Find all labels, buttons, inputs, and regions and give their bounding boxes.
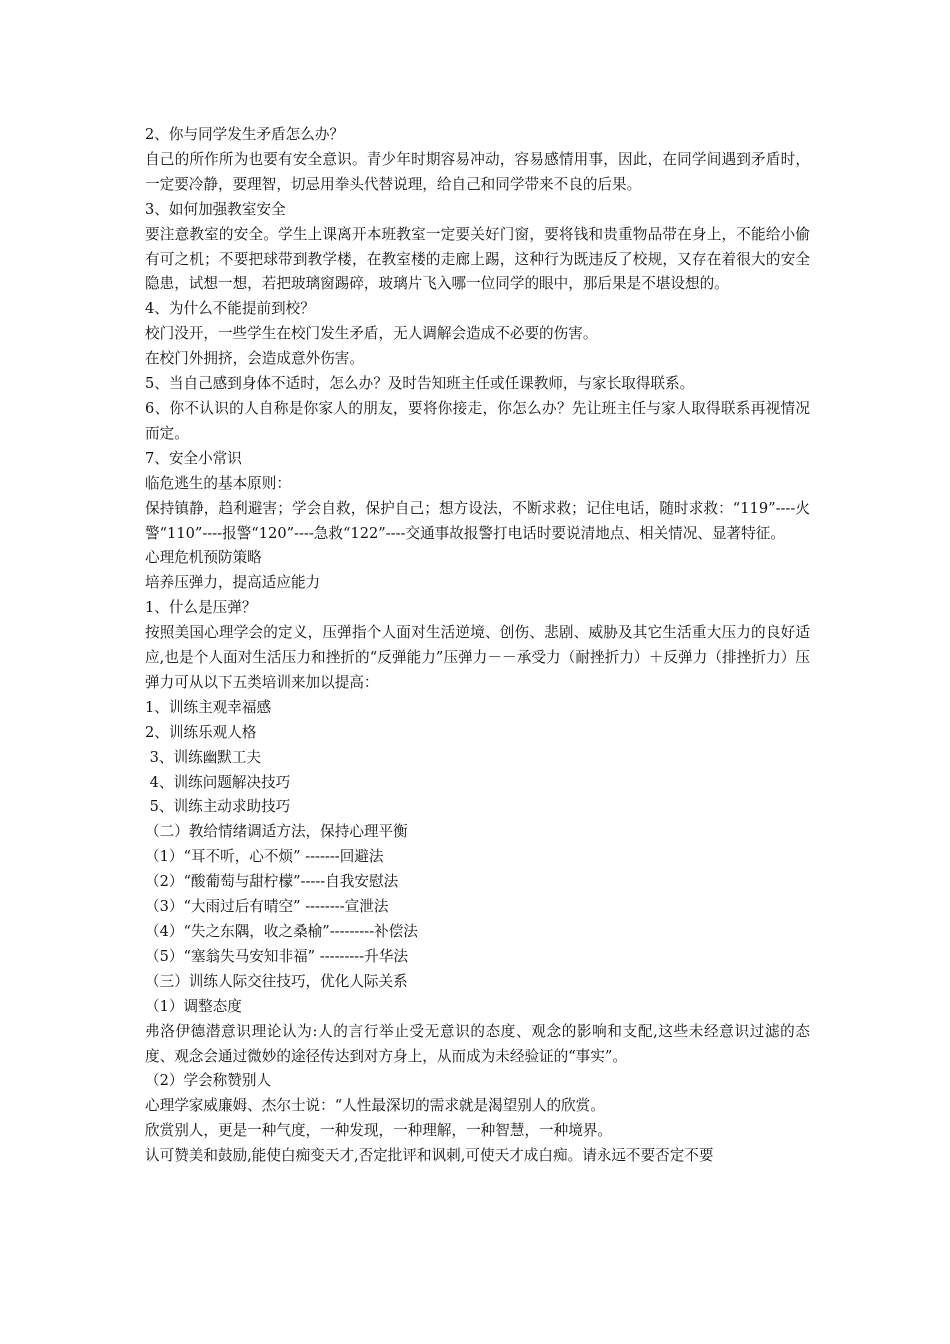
question-heading: 2、你与同学发生矛盾怎么办？ [145,126,345,143]
list-item: （3）“大雨过后有晴空” --------宣泄法 [145,898,389,916]
paragraph: 弗洛伊德潜意识理论认为:人的言行举止受无意识的态度、观念的影响和支配,这些未经意识过滤的态度、观念会通过微妙的途径传达到对方身上，从而成为未经验证的“事实”。 [145,1022,810,1065]
section-heading: 培养压弹力，提高适应能力 [145,574,321,592]
paragraph: 欣赏别人，更是一种气度，一种发现，一种理解，一种智慧，一种境界。 [145,1122,613,1140]
paragraph: 校门没开，一些学生在校门发生矛盾，无人调解会造成不必要的伤害。 [145,325,598,343]
list-item: （4）“失之东隅，收之桑榆”---------补偿法 [145,923,418,940]
list-item: 5、训练主动求助技巧 [145,798,291,816]
list-item: （2）“酸葡萄与甜柠檬”-----自我安慰法 [145,873,399,891]
list-item: 3、训练幽默工夫 [145,748,262,766]
question-heading: 3、如何加强教室安全 [145,200,286,218]
list-item: （5）“塞翁失马安知非福” ---------升华法 [145,947,408,965]
paragraph: 临危逃生的基本原则： [145,474,291,492]
section-heading: 7、安全小常识 [145,449,242,467]
paragraph: 认可赞美和鼓励,能使白痴变天才,否定批评和讽刺,可使天才成白痴。请永远不要否定不要 [145,1147,714,1165]
list-item: 1、训练主观幸福感 [145,698,272,716]
paragraph: 要注意教室的安全。学生上课离开本班教室一定要关好门窗，要将钱和贵重物品带在身上，不能给小偷有可之机；不要把球带到教学楼，在教室楼的走廊上踢，这种行为既违反了校规，又存在着很大的安全隐患，试想一想，若把玻璃窗踢碎，玻璃片飞入哪一位同学的眼中，那后果是不堪设想的。 [145,225,810,293]
paragraph: 6、你不认识的人自称是你家人的朋友，要将你接走，你怎么办？先让班主任与家人取得联系再视情况而定。 [145,399,810,442]
paragraph: 5、当自己感到身体不适时，怎么办？及时告知班主任或任课教师，与家长取得联系。 [145,375,695,393]
document-page [145,123,810,1169]
subsection-heading: （2）学会称赞别人 [145,1072,272,1090]
list-item: 4、训练问题解决技巧 [145,773,291,791]
list-item: 2、训练乐观人格 [145,723,257,741]
paragraph: 保持镇静，趋利避害；学会自救，保护自己；想方设法，不断求救；记住电话，随时求救：“119”----火警“110”----报警“120”----急救“122”----交通事故报警打电话时要说清地点、相关情况、显著特征。 [145,499,810,542]
subsection-heading: （1）调整态度 [145,997,242,1015]
section-heading: （三）训练人际交往技巧，优化人际关系 [145,972,408,990]
list-item: （1）“耳不听，心不烦” -------回避法 [145,848,384,866]
paragraph: 心理学家威廉姆、杰尔士说：“人性最深切的需求就是渴望别人的欣赏。 [145,1097,605,1115]
question-heading: 1、什么是压弹？ [145,599,257,617]
paragraph: 按照美国心理学会的定义，压弹指个人面对生活逆境、创伤、悲剧、威胁及其它生活重大压力的良好适应,也是个人面对生活压力和挫折的“反弹能力”压弹力－－承受力（耐挫折力）＋反弹力（排挫折力）压弹力可从以下五类培训来加以提高： [145,624,810,691]
section-heading: 心理危机预防策略 [145,549,262,567]
question-heading: 4、为什么不能提前到校？ [145,300,315,318]
section-heading: （二）教给情绪调适方法，保持心理平衡 [145,823,408,841]
paragraph: 在校门外拥挤，会造成意外伤害。 [145,350,364,368]
paragraph: 自己的所作所为也要有安全意识。青少年时期容易冲动，容易感情用事，因此，在同学间遇到矛盾时，一定要冷静，要理智，切忌用拳头代替说理，给自己和同学带来不良的后果。 [145,150,810,193]
